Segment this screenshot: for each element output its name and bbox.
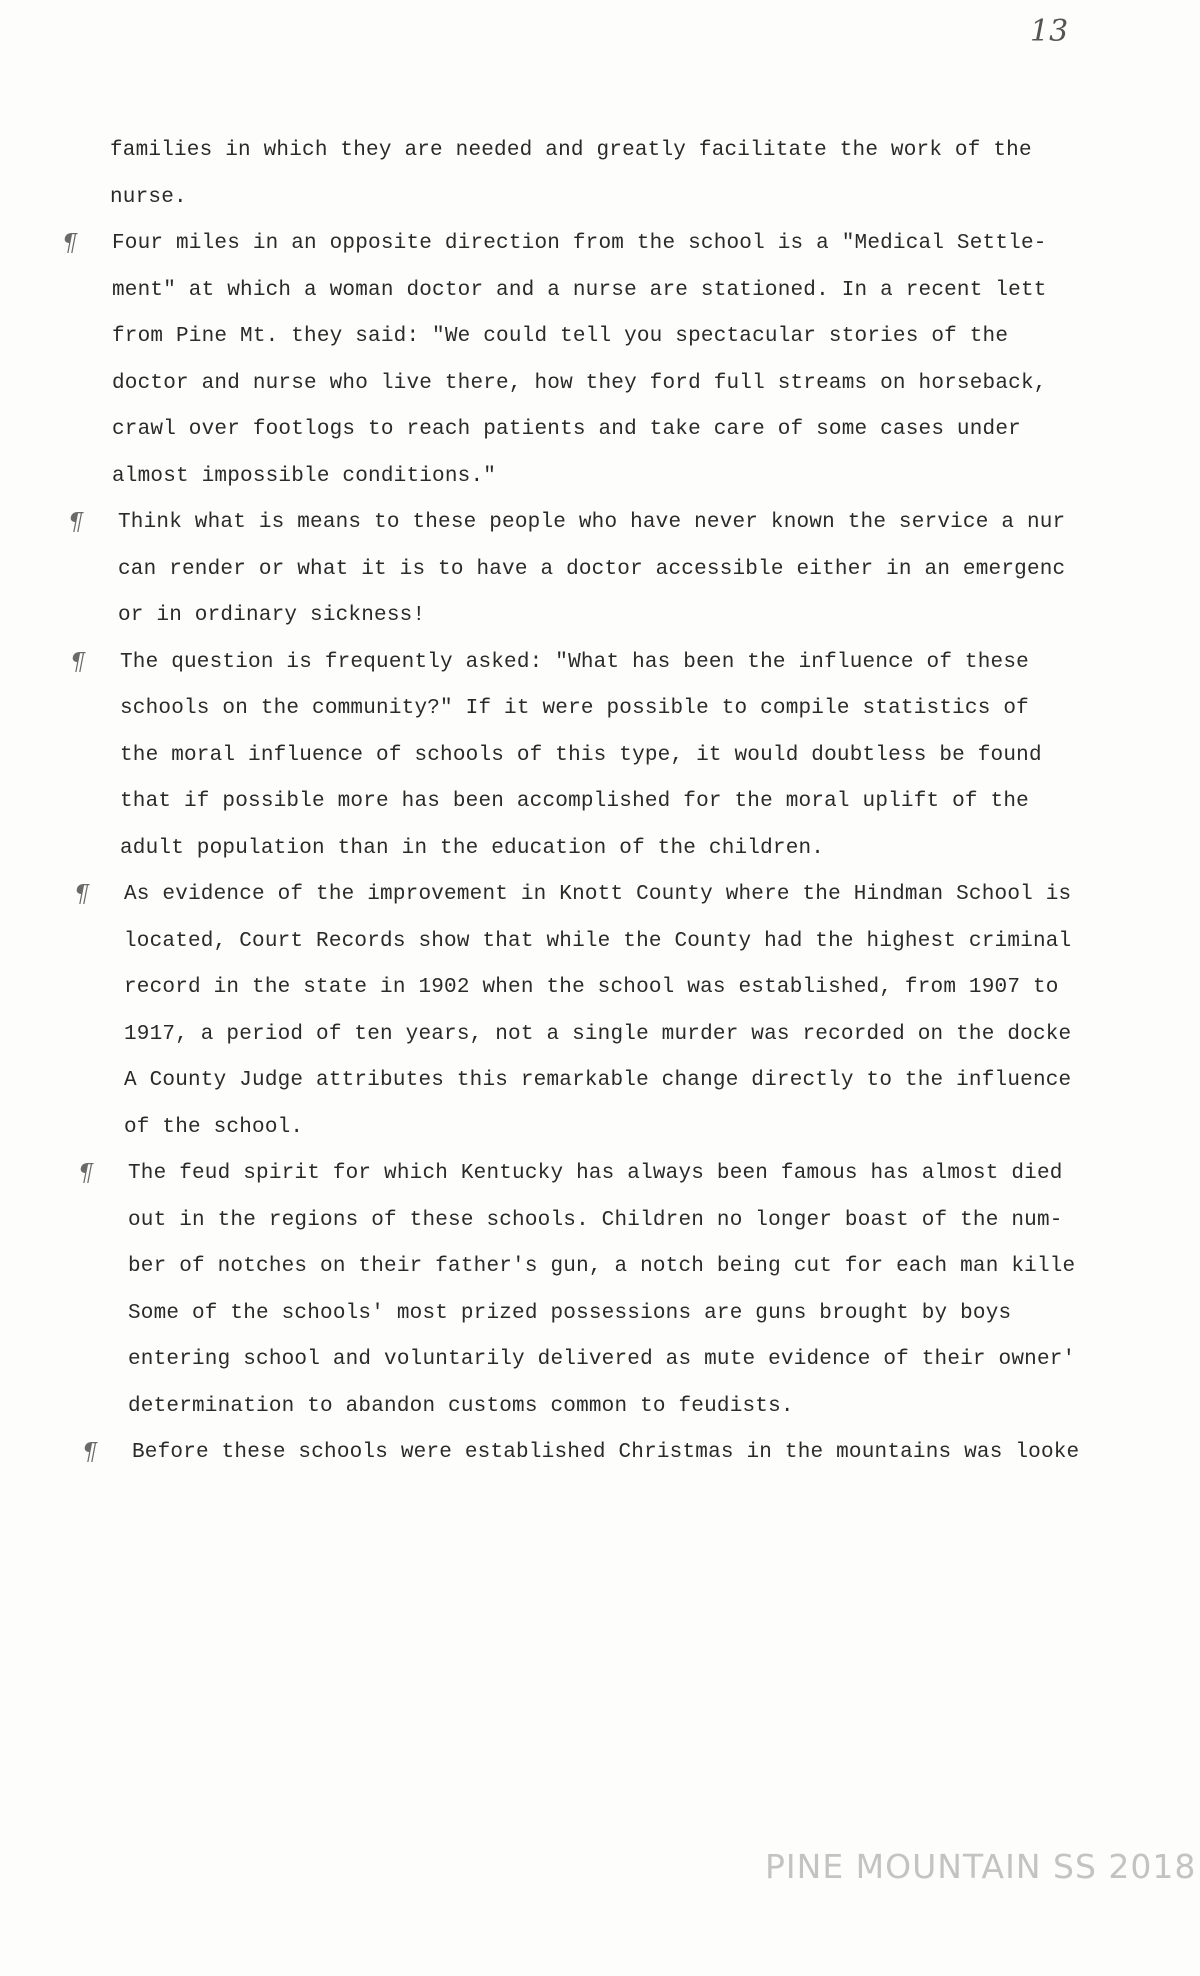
text-line: The question is frequently asked: "What has been the influence of these <box>120 650 1029 674</box>
text-line: Think what is means to these people who have never known the service a nur <box>118 511 1066 534</box>
text-line: nurse. <box>110 185 187 209</box>
text-line: the moral influence of schools of this type, it would doubtless be found <box>120 743 1042 767</box>
text-line: that if possible more has been accomplished for the moral uplift of the <box>120 790 1029 813</box>
text-line: record in the state in 1902 when the school was established, from 1907 to <box>124 976 1059 999</box>
text-line: of the school. <box>124 1115 304 1139</box>
paragraph <box>82 1430 1200 1477</box>
text-line: Four miles in an opposite direction from the school is a "Medical Settle- <box>112 232 1047 255</box>
text-line: The feud spirit for which Kentucky has always been famous has almost died <box>128 1162 1063 1185</box>
text-line: entering school and voluntarily delivered as mute evidence of their owner' <box>128 1348 1076 1371</box>
text-line: located, Court Records show that while the County had the highest criminal <box>124 929 1072 953</box>
paragraph-mark-handwritten: ¶ <box>70 647 86 676</box>
paragraph-mark-handwritten: ¶ <box>68 508 84 536</box>
text-line: 1917, a period of ten years, not a single murder was recorded on the docke <box>124 1022 1072 1046</box>
text-line: doctor and nurse who live there, how they ford full streams on horseback, <box>112 371 1047 395</box>
text-line: almost impossible conditions." <box>112 464 497 488</box>
text-line: Some of the schools' most prized possessions are guns brought by boys <box>128 1301 1012 1325</box>
text-line: out in the regions of these schools. Children no longer boast of the num- <box>128 1208 1063 1232</box>
text-line: can render or what it is to have a doctor accessible either in an emergenc <box>118 557 1066 581</box>
paragraph <box>62 221 1200 500</box>
text-line: adult population than in the education of the children. <box>120 836 825 860</box>
paragraph <box>78 1151 1200 1430</box>
text-line: A County Judge attributes this remarkable change directly to the influence <box>124 1069 1072 1092</box>
paragraph <box>74 872 1200 1151</box>
text-line: Before these schools were established Christmas in the mountains was looke <box>132 1441 1080 1464</box>
text-line: families in which they are needed and greatly facilitate the work of the <box>110 139 1032 162</box>
text-line: from Pine Mt. they said: "We could tell you spectacular stories of the <box>112 325 1009 348</box>
text-line: or in ordinary sickness! <box>118 604 426 627</box>
paragraph-mark-handwritten: ¶ <box>78 1159 94 1187</box>
paragraph-mark-handwritten: ¶ <box>62 229 78 257</box>
body-text <box>62 128 1200 1477</box>
text-line: schools on the community?" If it were possible to compile statistics of <box>120 697 1029 720</box>
paragraph <box>110 128 1200 221</box>
paragraph-mark-handwritten: ¶ <box>74 880 90 908</box>
page-number: 13 <box>1030 14 1069 49</box>
paragraph <box>70 640 1200 873</box>
text-line: As evidence of the improvement in Knott County where the Hindman School is <box>124 883 1072 906</box>
watermark: PINE MOUNTAIN SS 2018 <box>765 1847 1197 1886</box>
paragraph-mark-handwritten: ¶ <box>82 1438 98 1466</box>
text-line: ment" at which a woman doctor and a nurse are stationed. In a recent lett <box>112 278 1047 302</box>
text-line: determination to abandon customs common to feudists. <box>128 1394 794 1418</box>
text-line: ber of notches on their father's gun, a notch being cut for each man kille <box>128 1255 1076 1278</box>
paragraph <box>68 500 1200 640</box>
text-line: crawl over footlogs to reach patients and take care of some cases under <box>112 418 1021 441</box>
